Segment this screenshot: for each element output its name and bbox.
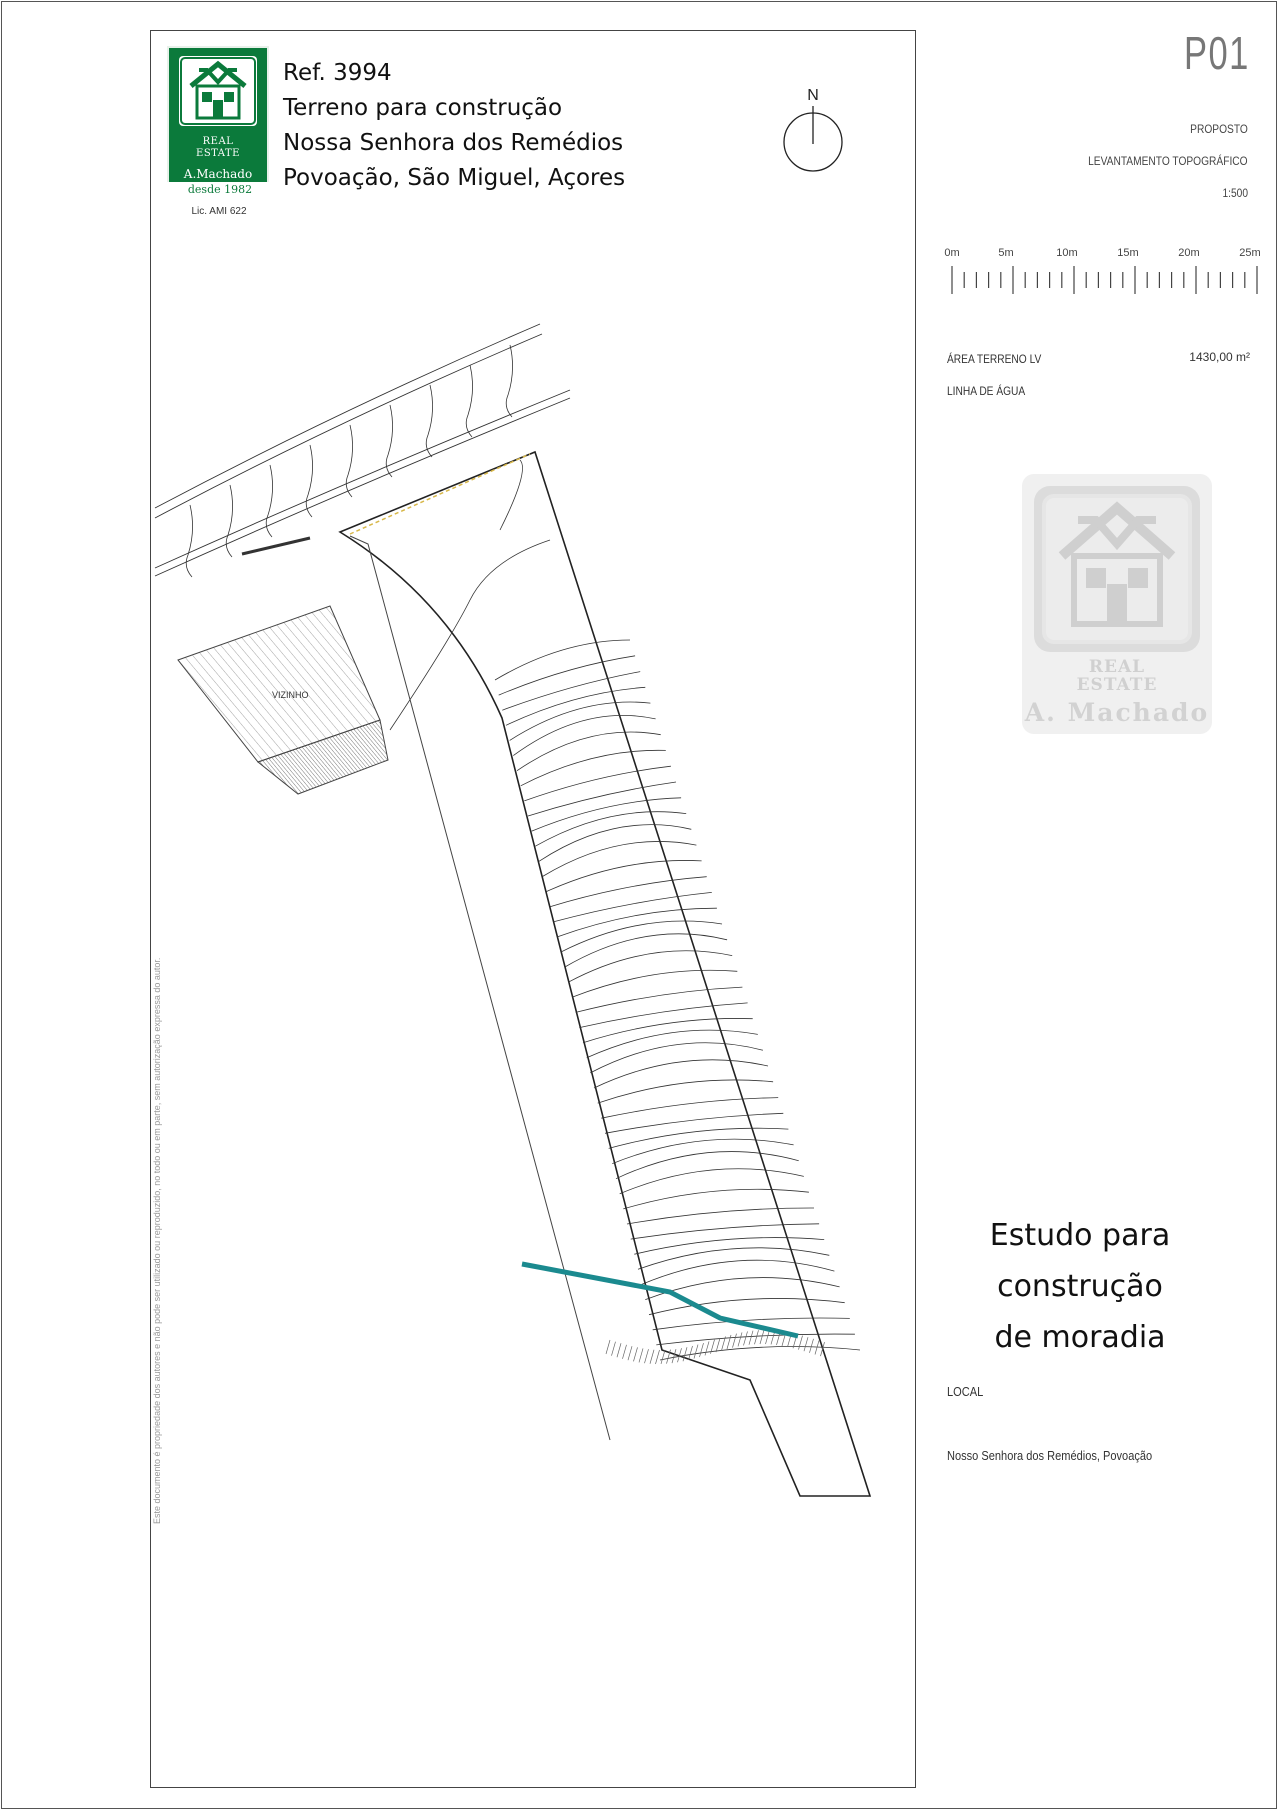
contour-line (623, 1189, 809, 1209)
scale-label-5: 5m (998, 247, 1014, 259)
slope-tick (623, 1345, 627, 1359)
contour-line (506, 687, 645, 725)
contour-line (565, 934, 727, 967)
contour-line (605, 1113, 783, 1133)
contour-line (616, 1152, 799, 1179)
license-number: Lic. AMI 622 (191, 206, 247, 217)
slope-tick (689, 1346, 693, 1360)
contour-line (539, 825, 691, 862)
study-title-line-1: Estudo para (989, 1218, 1171, 1253)
contour-line (532, 798, 681, 831)
slope-tick (738, 1332, 742, 1346)
logo-company-name: A.Machado (169, 166, 267, 182)
slope-tick (672, 1349, 676, 1363)
neighbor-lot (178, 606, 388, 794)
property-location: Povoação, São Miguel, Açores (283, 165, 626, 191)
road-detail (466, 365, 472, 437)
road-detail (306, 445, 312, 517)
contour-line (513, 715, 655, 755)
legend-area-value: 1430,00 m² (1189, 350, 1250, 364)
contour-line (649, 1298, 845, 1314)
slope-tick (645, 1349, 649, 1363)
contour-line (554, 892, 712, 921)
plot-boundary (340, 452, 870, 1496)
sheet-status: PROPOSTO (1190, 122, 1248, 136)
slope-tick (810, 1339, 814, 1353)
watermark-text-real: REAL (1088, 657, 1146, 677)
logo-text-real: REAL (202, 136, 234, 147)
ref-number: Ref. 3994 (283, 60, 392, 86)
topographic-plan (150, 300, 890, 1530)
north-label: N (807, 87, 819, 104)
slope-tick (606, 1340, 610, 1354)
legend-area-label: ÁREA TERRENO LV (947, 352, 1042, 366)
water-line (522, 1264, 798, 1336)
contour-line (500, 460, 523, 530)
contour-lines (390, 460, 860, 1360)
slope-tick (755, 1330, 759, 1344)
slope-tick (700, 1343, 704, 1357)
contour-line (590, 1043, 763, 1073)
contour-line (631, 1224, 819, 1239)
slope-tick (716, 1338, 720, 1352)
contour-line (638, 1248, 829, 1270)
study-title (960, 1210, 1200, 1363)
slope-tick (760, 1330, 764, 1344)
slope-tick (639, 1348, 643, 1362)
slope-tick (727, 1335, 731, 1349)
slope-tick (799, 1336, 803, 1350)
slope-tick (749, 1331, 753, 1345)
watermark-house-icon (1034, 486, 1200, 652)
scale-label-20: 20m (1178, 247, 1200, 259)
slope-tick (612, 1342, 616, 1356)
watermark-text-estate: ESTATE (1076, 675, 1158, 695)
logo-text-estate: ESTATE (196, 148, 240, 159)
watermark-company-name: A. Machado (1024, 698, 1210, 727)
property-title-block (283, 56, 625, 196)
contour-line (576, 987, 743, 1012)
scale-label-15: 15m (1117, 247, 1139, 259)
plot-front-dashed (350, 454, 530, 534)
company-logo (167, 46, 269, 196)
slope-tick (705, 1341, 709, 1355)
property-subject: Terreno para construção (283, 95, 563, 121)
scale-label-25: 25m (1239, 247, 1260, 259)
watermark-logo (1022, 474, 1212, 734)
slope-tick (661, 1350, 665, 1364)
road-detail (186, 505, 192, 577)
contour-line (660, 1347, 860, 1360)
contour-line (524, 766, 671, 801)
scale-label-0: 0m (944, 247, 960, 259)
contour-line (557, 908, 717, 937)
slope-tick (815, 1341, 819, 1355)
road-detail (426, 385, 432, 457)
contour-line (550, 877, 707, 907)
contour-line (502, 672, 640, 711)
slope-tick (766, 1330, 770, 1344)
slope-tick (634, 1347, 638, 1361)
road-edges (155, 324, 570, 576)
house-logo-icon (179, 56, 257, 126)
copyright-notice: Este documento é propriedade dos autores e não pode ser utilizado ou reproduzido, no todo ou em parte, sem autorização expressa do autor. (152, 957, 162, 1524)
contour-line (572, 970, 737, 997)
contour-line (568, 951, 732, 982)
contour-line (561, 921, 722, 952)
road-detail (346, 425, 352, 497)
slope-tick (744, 1331, 748, 1345)
slope-tick (617, 1343, 621, 1357)
local-value: Nosso Senhora dos Remédios, Povoação (947, 1448, 1153, 1463)
local-label: LOCAL (947, 1384, 984, 1399)
contour-line (528, 782, 676, 816)
graphic-scale-bar (940, 244, 1260, 305)
slope-tick (628, 1346, 632, 1360)
drawing-type: LEVANTAMENTO TOPOGRÁFICO (1088, 154, 1248, 168)
property-parish: Nossa Senhora dos Remédios (283, 130, 624, 156)
sheet-code: P01 (1184, 27, 1250, 79)
road-detail (226, 485, 232, 557)
slope-tick (804, 1337, 808, 1351)
study-title-line-3: de moradia (994, 1320, 1166, 1355)
slope-tick (656, 1350, 660, 1364)
contour-line (609, 1128, 789, 1148)
slope-tick (650, 1350, 654, 1364)
contour-line (543, 841, 697, 876)
north-arrow-icon (780, 86, 846, 180)
neighbor-label: VIZINHO (272, 690, 309, 700)
contour-line (598, 1080, 773, 1103)
contour-line (546, 860, 701, 891)
contour-line (634, 1238, 824, 1255)
contour-line (627, 1208, 814, 1224)
road-detail (506, 345, 512, 417)
contour-line (535, 812, 686, 847)
contour-line (612, 1139, 793, 1163)
scale-label-10: 10m (1056, 247, 1078, 259)
logo-since: desde 1982 (176, 182, 264, 197)
slope-tick (694, 1345, 698, 1359)
legend-water-label: LINHA DE ÁGUA (947, 384, 1026, 398)
road-kerb (242, 538, 310, 554)
slope-tick (733, 1334, 737, 1348)
study-title-line-2: construção (997, 1269, 1163, 1304)
drawing-scale: 1:500 (1222, 186, 1248, 200)
road-detail-lines (186, 345, 512, 577)
